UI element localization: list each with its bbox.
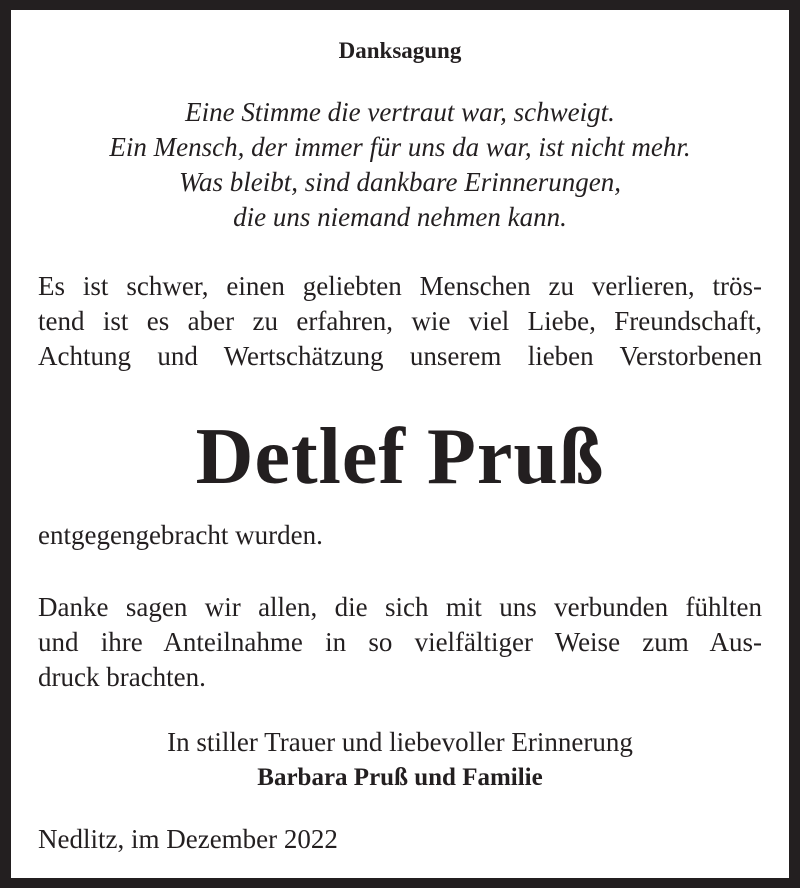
- after-name-paragraph: [38, 518, 762, 553]
- place-date: Nedlitz, im Dezember 2022: [38, 824, 338, 854]
- closing-line: In stiller Trauer und liebevoller Erinnerung: [167, 727, 633, 757]
- paragraph-line: und ihre Anteilnahme in so vielfältiger Weise zum Aus-: [38, 627, 762, 657]
- notice-content: [38, 10, 762, 878]
- poem-block: [38, 95, 762, 235]
- notice-heading: Danksagung: [338, 38, 462, 63]
- paragraph-line: Es ist schwer, einen geliebten Menschen zu verlieren, trös-: [38, 271, 762, 301]
- paragraph-line: tend ist es aber zu erfahren, wie viel Liebe, Freundschaft,: [38, 306, 762, 336]
- poem-line: Ein Mensch, der immer für uns da war, ist nicht mehr.: [109, 132, 691, 162]
- paragraph-line: Achtung und Wertschätzung unserem lieben Verstorbenen: [38, 341, 762, 371]
- thanks-paragraph: [38, 590, 762, 695]
- paragraph-line: Danke sagen wir allen, die sich mit uns verbunden fühlten: [38, 592, 762, 622]
- poem-line: Was bleibt, sind dankbare Erinnerungen,: [179, 167, 621, 197]
- deceased-name: Detlef Pruß: [195, 413, 605, 501]
- signed-by: Barbara Pruß und Familie: [257, 764, 543, 791]
- poem-line: Eine Stimme die vertraut war, schweigt.: [185, 97, 615, 127]
- paragraph-line: druck brachten.: [38, 662, 206, 692]
- poem-line: die uns niemand nehmen kann.: [233, 202, 567, 232]
- paragraph-line: entgegengebracht wurden.: [38, 520, 323, 550]
- intro-paragraph: [38, 269, 762, 374]
- closing-block: [38, 725, 762, 795]
